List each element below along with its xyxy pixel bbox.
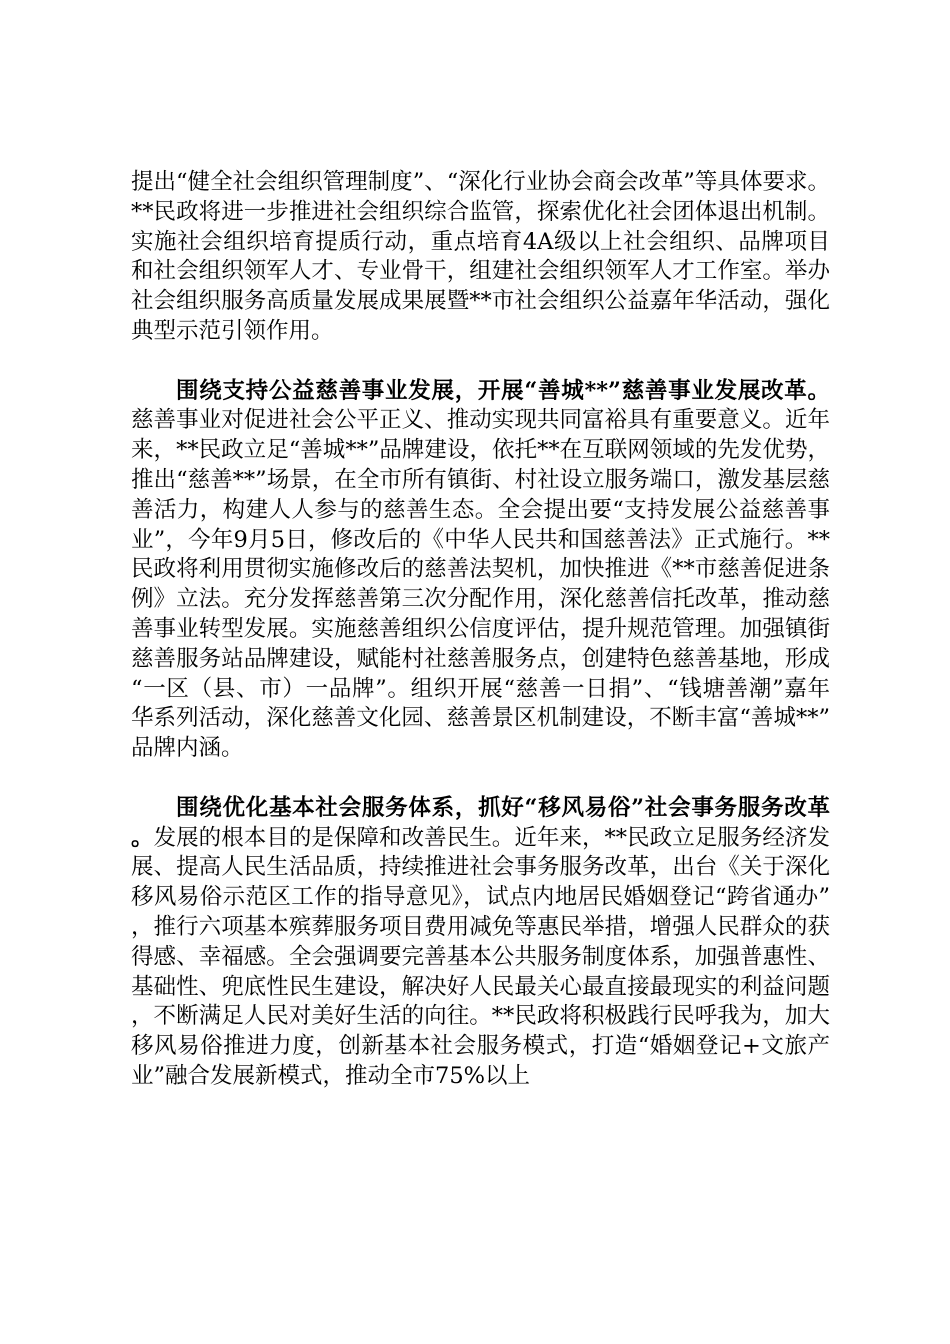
paragraph-lead-heading: 围绕优化基本社会服务体系，抓好“移风易俗”社会事务服务改革。 — [131, 794, 830, 851]
paragraph-lead-heading: 围绕支持公益慈善事业发展，开展“善城**”慈善事业发展改革。 — [176, 377, 830, 404]
paragraph-body: 提出“健全社会组织管理制度”、“深化行业协会商会改革”等具体要求。**民政将进一步推进社会组织综合监管，探索优化社会团体退出机制。实施社会组织培育提质行动，重点培育4A级以上社会组织、品牌项目和社会组织领军人才、专业骨干，组建社会组织领军人才工作室。举办社会组织服务高质量发展成果展暨**市社会组织公益嘉年华活动，强化典型示范引领作用。 — [131, 169, 830, 344]
paragraph-social-organizations — [131, 168, 830, 347]
paragraph-social-services-reform — [131, 794, 830, 1092]
paragraph-body: 慈善事业对促进社会公平正义、推动实现共同富裕具有重要意义。近年来，**民政立足“善城**”品牌建设，依托**在互联网领域的先发优势，推出“慈善**”场景，在全市所有镇街、村社设立服务端口，激发基层慈善活力，构建人人参与的慈善生态。全会提出要“支持发展公益慈善事业”，今年9月5日，修改后的《中华人民共和国慈善法》正式施行。**民政将利用贯彻实施修改后的慈善法契机，加快推进《**市慈善促进条例》立法。充分发挥慈善第三次分配作用，深化慈善信托改革，推动慈善事业转型发展。实施慈善组织公信度评估，提升规范管理。加强镇街慈善服务站品牌建设，赋能村社慈善服务点，创建特色慈善基地，形成“一区（县、市）一品牌”。组织开展“慈善一日捐”、“钱塘善潮”嘉年华系列活动，深化慈善文化园、慈善景区机制建设，不断丰富“善城**”品牌内涵。 — [131, 407, 830, 762]
paragraph-body: 发展的根本目的是保障和改善民生。近年来，**民政立足服务经济发展、提高人民生活品质，持续推进社会事务服务改革，出台《关于深化移风易俗示范区工作的指导意见》，试点内地居民婚姻登记“跨省通办”，推行六项基本殡葬服务项目费用减免等惠民举措，增强人民群众的获得感、幸福感。全会强调要完善基本公共服务制度体系，加强普惠性、基础性、兜底性民生建设，解决好人民最关心最直接最现实的利益问题，不断满足人民对美好生活的向往。**民政将积极践行民呼我为，加大移风易俗推进力度，创新基本社会服务模式，打造“婚姻登记+文旅产业”融合发展新模式，推动全市75%以上 — [131, 824, 830, 1089]
document-page — [131, 168, 830, 1092]
paragraph-charity-reform — [131, 377, 830, 764]
